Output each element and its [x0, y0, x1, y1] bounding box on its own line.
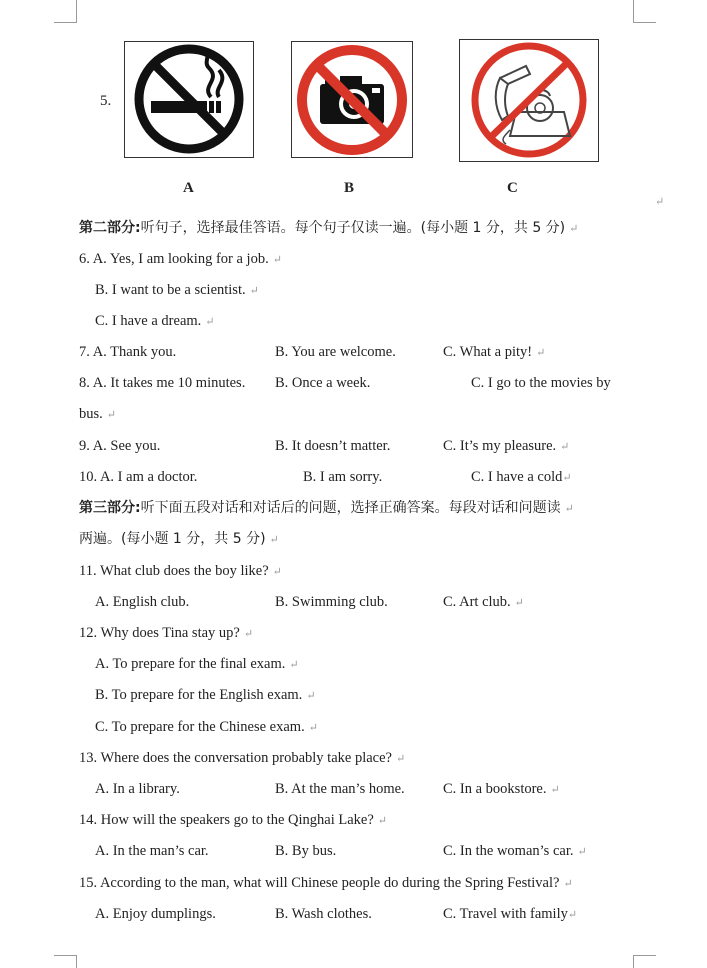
q12-text: 12. Why does Tina stay up?: [79, 625, 240, 641]
crop-mark-top-right: [633, 0, 656, 23]
q6-a: A. Yes, I am looking for a job.: [92, 251, 269, 267]
q15-question: 15. According to the man, what will Chinese people do during the Spring Festival? ↵: [79, 875, 573, 891]
part3-instruction-2: 两遍。(每小题 1 分，共 5 分): [79, 531, 266, 547]
q7-a: A. Thank you.: [92, 344, 177, 360]
q13-option-a: A. In a library.: [95, 781, 180, 797]
q15-text: 15. According to the man, what will Chinese people do during the Spring Festival?: [79, 875, 560, 891]
q11-question: 11. What club does the boy like? ↵: [79, 563, 282, 579]
q8-c-cont: bus.: [79, 406, 103, 422]
part3-heading-line2: 两遍。(每小题 1 分，共 5 分) ↵: [79, 531, 279, 547]
q15-option-b: B. Wash clothes.: [275, 906, 372, 922]
q12-c: C. To prepare for the Chinese exam.: [95, 719, 305, 735]
q13-text: 13. Where does the conversation probably take place?: [79, 750, 392, 766]
q8-option-c-continued: bus. ↵: [79, 406, 116, 422]
part2-heading: 第二部分:听句子，选择最佳答语。每个句子仅读一遍。(每小题 1 分，共 5 分) ↵: [79, 220, 579, 236]
q14-option-b: B. By bus.: [275, 843, 337, 859]
option-label-a: A: [183, 180, 194, 196]
crop-mark-bottom-right: [633, 955, 656, 968]
part3-instruction-1: 听下面五段对话和对话后的问题，选择正确答案。每段对话和问题读: [140, 500, 561, 516]
q8-a: A. It takes me 10 minutes.: [92, 375, 246, 391]
q12-option-b: B. To prepare for the English exam. ↵: [95, 687, 316, 703]
q7-option-a: [79, 343, 176, 361]
q6-b: B. I want to be a scientist.: [95, 282, 246, 298]
q11-text: 11. What club does the boy like?: [79, 563, 269, 579]
q7-c: C. What a pity!: [443, 344, 533, 360]
crop-mark-bottom-left: [54, 955, 77, 968]
q14-question: 14. How will the speakers go to the Qinghai Lake? ↵: [79, 812, 387, 828]
q13-question: 13. Where does the conversation probably take place? ↵: [79, 750, 406, 766]
q9-option-c: C. It’s my pleasure. ↵: [443, 438, 570, 454]
q13-c: C. In a bookstore.: [443, 781, 547, 797]
q9-c: C. It’s my pleasure.: [443, 438, 557, 454]
q8-option-c: C. I go to the movies by: [471, 375, 611, 391]
no-phone-icon: [459, 39, 599, 162]
q12-option-a: A. To prepare for the final exam. ↵: [95, 656, 299, 672]
part3-heading: 第三部分:听下面五段对话和对话后的问题，选择正确答案。每段对话和问题读 ↵: [79, 500, 574, 516]
q10-option-c: C. I have a cold↵: [471, 469, 572, 485]
q7-option-c: C. What a pity! ↵: [443, 344, 546, 360]
q5-number: 5.: [100, 93, 112, 109]
q12-a: A. To prepare for the final exam.: [95, 656, 286, 672]
q11-option-a: A. English club.: [95, 594, 190, 610]
option-label-b: B: [344, 180, 355, 196]
q11-option-c: C. Art club. ↵: [443, 594, 524, 610]
part2-instruction: 听句子，选择最佳答语。每个句子仅读一遍。(每小题 1 分，共 5 分): [140, 220, 566, 236]
crop-mark-top-left: [54, 0, 77, 23]
q6-option-c: C. I have a dream. ↵: [95, 313, 215, 329]
q14-option-a: A. In the man’s car.: [95, 843, 209, 859]
q6-option-b: B. I want to be a scientist. ↵: [95, 282, 259, 298]
q12-b: B. To prepare for the English exam.: [95, 687, 303, 703]
q9-option-b: B. It doesn’t matter.: [275, 438, 391, 454]
option-label-c: C: [507, 180, 518, 196]
q13-option-c: C. In a bookstore. ↵: [443, 781, 560, 797]
paragraph-mark: ↵: [655, 196, 665, 208]
q6-option-a: 6. A. Yes, I am looking for a job. ↵: [79, 251, 282, 267]
q15-c: C. Travel with family: [443, 906, 568, 922]
q15-option-c: C. Travel with family↵: [443, 906, 578, 922]
q9-option-a: [79, 437, 160, 455]
q13-option-b: B. At the man’s home.: [275, 781, 405, 797]
q7-option-b: B. You are welcome.: [275, 344, 396, 360]
no-camera-icon: [291, 41, 413, 158]
q11-c: C. Art club.: [443, 594, 511, 610]
q11-option-b: B. Swimming club.: [275, 594, 388, 610]
q12-question: 12. Why does Tina stay up? ↵: [79, 625, 254, 641]
q14-c: C. In the woman’s car.: [443, 843, 574, 859]
q15-option-a: A. Enjoy dumplings.: [95, 906, 216, 922]
q7-number: 7.: [79, 344, 90, 360]
q14-text: 14. How will the speakers go to the Qinghai Lake?: [79, 812, 374, 828]
part3-title: 第三部分:: [79, 500, 141, 516]
q14-option-c: C. In the woman’s car. ↵: [443, 843, 587, 859]
q10-number: 10.: [79, 469, 98, 485]
q9-number: 9.: [79, 438, 90, 454]
q9-a: A. See you.: [92, 438, 161, 454]
no-smoking-icon: [124, 41, 254, 158]
q6-c: C. I have a dream.: [95, 313, 202, 329]
part2-title: 第二部分:: [79, 220, 141, 236]
q12-option-c: C. To prepare for the Chinese exam. ↵: [95, 719, 318, 735]
q8-option-a: [79, 374, 245, 392]
q10-option-b: B. I am sorry.: [303, 469, 383, 485]
q10-a: A. I am a doctor.: [99, 469, 198, 485]
q10-option-a: [79, 468, 197, 486]
q10-c: C. I have a cold: [471, 469, 563, 485]
q8-number: 8.: [79, 375, 90, 391]
q6-number: 6.: [79, 251, 90, 267]
q8-option-b: B. Once a week.: [275, 375, 371, 391]
